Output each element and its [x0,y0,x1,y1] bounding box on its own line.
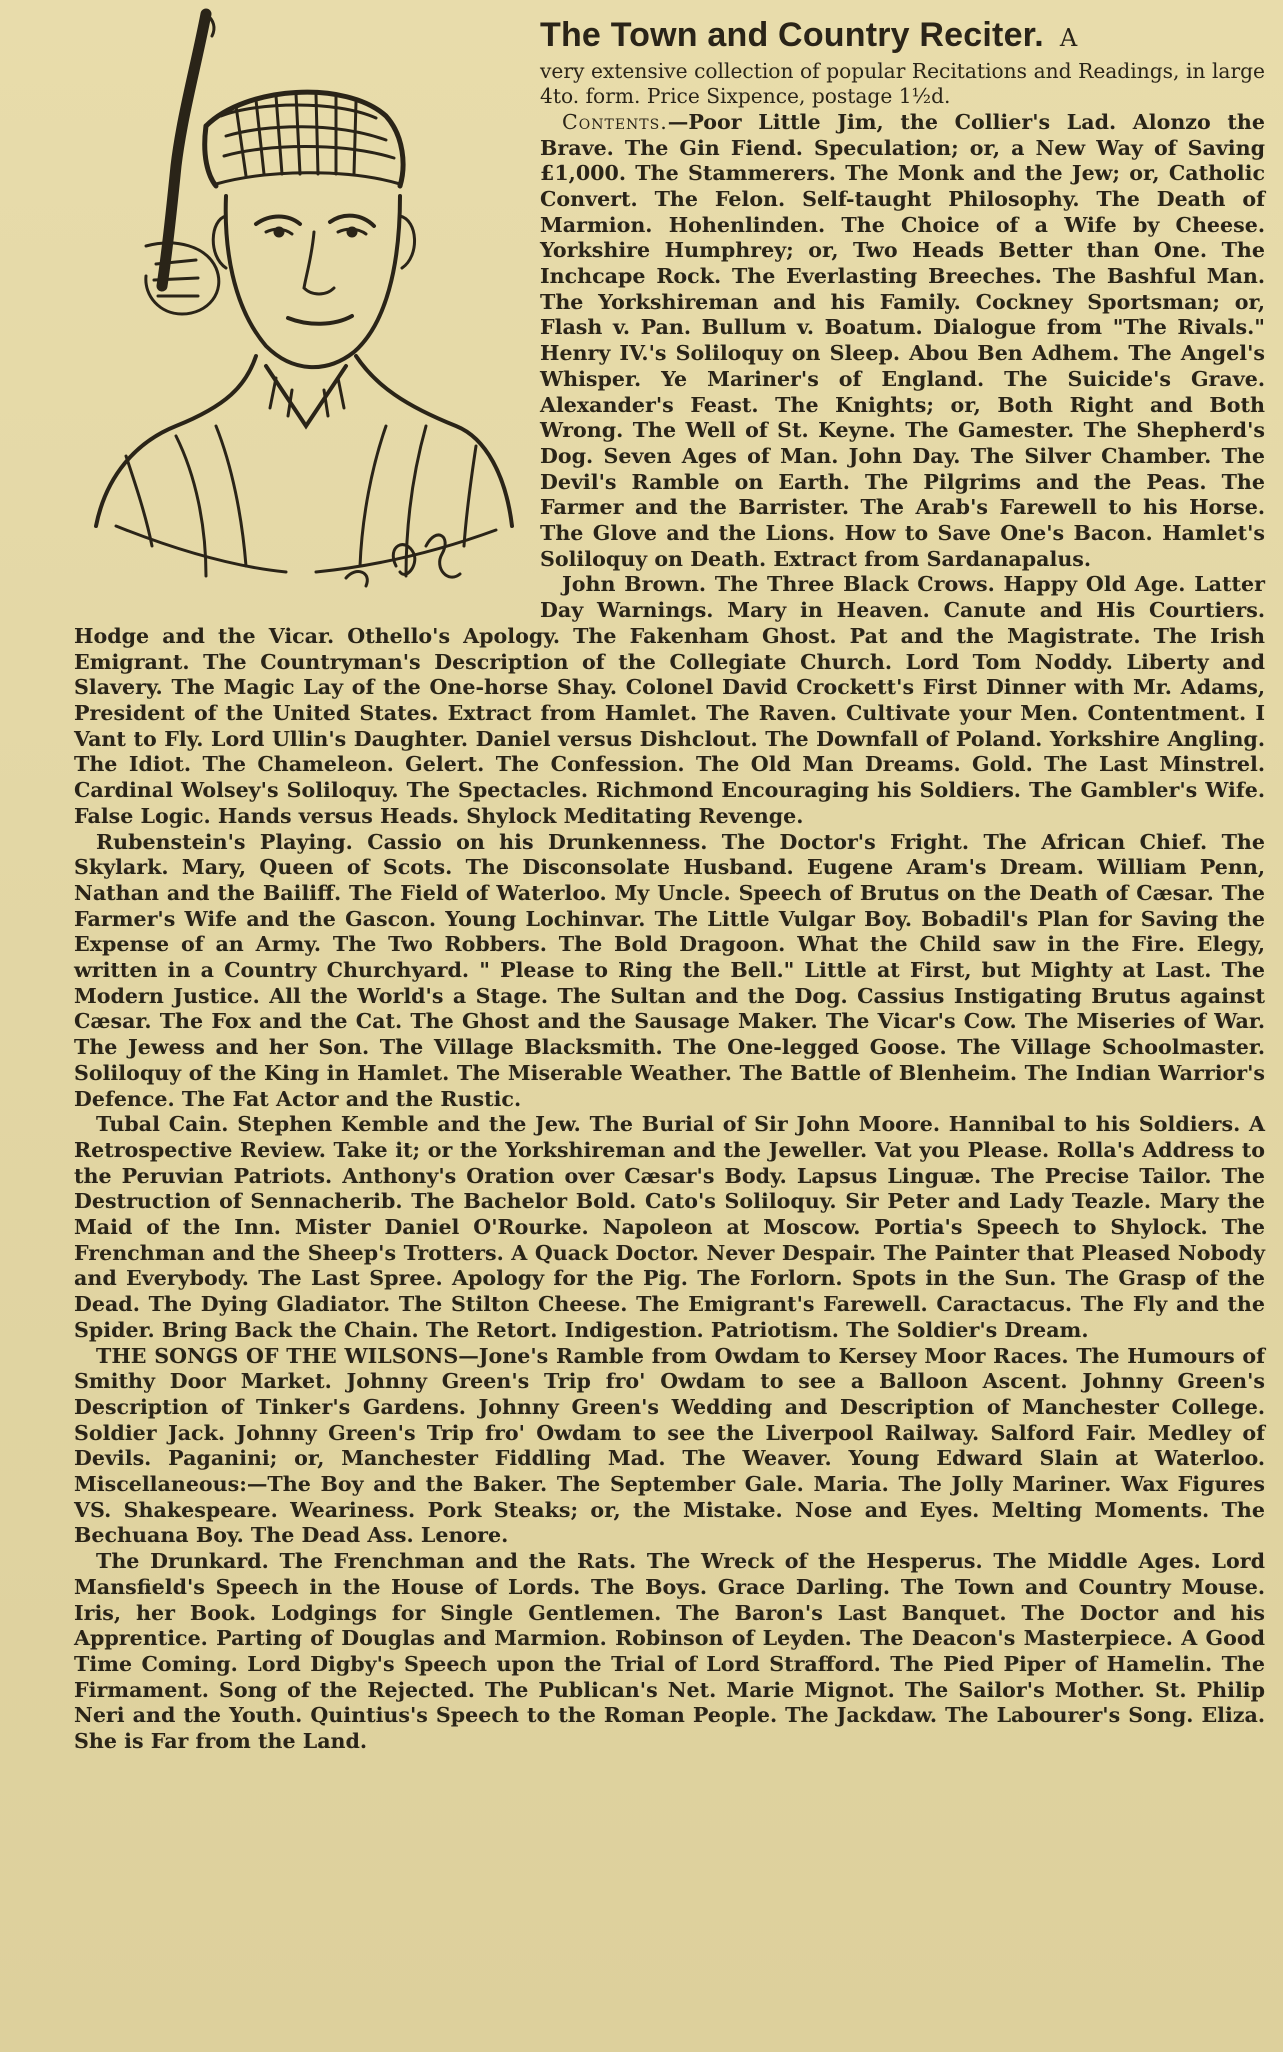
contents-paragraph-5: THE SONGS OF THE WILSONS—Jone's Ramble from Owdam to Kersey Moor Races. The Humours of Smithy Door Market. Johnny Green's Trip fro' Owdam to see a Balloon Ascent. Johnny Green's Description of Tinker's Gardens. Johnny Green's Wedding and Description of Manchester College. Soldier Jack. Johnny Green's Trip fro' Owdam to see the Liverpool Railway. Salford Fair. Medley of Devils. Paganini; or, Manchester Fiddling Mad. The Weaver. Young Edward Slain at Waterloo. Miscellaneous:—The Boy and the Baker. The September Gale. Maria. The Jolly Mariner. Wax Figures VS. Shakespeare. Weariness. Pork Steaks; or, the Mistake. Nose and Eyes. Melting Moments. The Bechuana Boy. The Dead Ass. Lenore. [74,1343,1265,1548]
page-title: The Town and Country Reciter. [540,16,1044,54]
contents-paragraph-3: Rubenstein's Playing. Cassio on his Drunkenness. The Doctor's Fright. The African Chief. The Skylark. Mary, Queen of Scots. The Disconsolate Husband. Eugene Aram's Dream. William Penn, Nathan and the Bailiff. The Field of Waterloo. My Uncle. Speech of Brutus on the Death of Cæsar. The Farmer's Wife and the Gascon. Young Lochinvar. The Little Vulgar Boy. Bobadil's Plan for Saving the Expense of an Army. The Two Robbers. The Bold Dragoon. What the Child saw in the Fire. Elegy, written in a Country Churchyard. " Please to Ring the Bell." Little at First, but Mighty at Last. The Modern Justice. All the World's a Stage. The Sultan and the Dog. Cassius Instigating Brutus against Cæsar. The Fox and the Cat. The Ghost and the Sausage Maker. The Vicar's Cow. The Miseries of War. The Jewess and her Son. The Village Blacksmith. The One-legged Goose. The Village Schoolmaster. Soliloquy of the King in Hamlet. The Miserable Weather. The Battle of Blenheim. The Indian Warrior's Defence. The Fat Actor and the Rustic. [74,829,1265,1111]
intro-lead-in: A [1059,24,1078,52]
portrait-engraving [56,6,522,611]
contents-paragraph-2: John Brown. The Three Black Crows. Happy Old Age. Latter Day Warnings. Mary in Heaven. Canute and His Courtiers. Hodge and the Vicar. Othello's Apology. The Fakenham Ghost. Pat and the Magistrate. The Irish Emigrant. The Countryman's Description of the Collegiate Church. Lord Tom Noddy. Liberty and Slavery. The Magic Lay of the One-horse Shay. Colonel David Crockett's First Dinner with Mr. Adams, President of the United States. Extract from Hamlet. The Raven. Cultivate your Men. Contentment. I Vant to Fly. Lord Ullin's Daughter. Daniel versus Dishclout. The Downfall of Poland. Yorkshire Angling. The Idiot. The Chameleon. Gelert. The Confession. The Old Man Dreams. Gold. The Last Minstrel. Cardinal Wolsey's Soliloquy. The Spectacles. Richmond Encouraging his Soldiers. The Gambler's Wife. False Logic. Hands versus Heads. Shylock Meditating Revenge. [74,572,1265,828]
contents-paragraph-6: The Drunkard. The Frenchman and the Rats. The Wreck of the Hesperus. The Middle Ages. Lord Mansfield's Speech in the House of Lords. The Boys. Grace Darling. The Town and Country Mouse. Iris, her Book. Lodgings for Single Gentlemen. The Baron's Last Banquet. The Doctor and his Apprentice. Parting of Douglas and Marmion. Robinson of Leyden. The Deacon's Masterpiece. A Good Time Coming. Lord Digby's Speech upon the Trial of Lord Strafford. The Pied Piper of Hamelin. The Firmament. Song of the Rejected. The Publican's Net. Marie Mignot. The Sailor's Mother. St. Philip Neri and the Youth. Quintius's Speech to the Roman People. The Jackdaw. The Labourer's Song. Eliza. She is Far from the Land. [74,1549,1265,1754]
contents-list-1: —Poor Little Jim, the Collier's Lad. Alonzo the Brave. The Gin Fiend. Speculation; or, a New Way of Saving £1,000. The Stammerers. The Monk and the Jew; or, Catholic Convert. The Felon. Self-taught Philosophy. The Death of Marmion. Hohenlinden. The Choice of a Wife by Cheese. Yorkshire Humphrey; or, Two Heads Better than One. The Inchcape Rock. The Everlasting Breeches. The Bashful Man. The Yorkshireman and his Family. Cockney Sportsman; or, Flash v. Pan. Bullum v. Boatum. Dialogue from "The Rivals." Henry IV.'s Soliloquy on Sleep. Abou Ben Adhem. The Angel's Whisper. Ye Mariner's of England. The Suicide's Grave. Alexander's Feast. The Knights; or, Both Right and Both Wrong. The Well of St. Keyne. The Gamester. The Shepherd's Dog. Seven Ages of Man. John Day. The Silver Chamber. The Devil's Ramble on Earth. The Pilgrims and the Peas. The Farmer and the Barrister. The Arab's Farewell to his Horse. The Glove and the Lions. How to Save One's Bacon. Hamlet's Soliloquy on Death. Extract from Sardanapalus. [540,109,1265,571]
contents-paragraph-4: Tubal Cain. Stephen Kemble and the Jew. The Burial of Sir John Moore. Hannibal to his Soldiers. A Retrospective Review. Take it; or the Yorkshireman and the Jeweller. Vat you Please. Rolla's Address to the Peruvian Patriots. Anthony's Oration over Cæsar's Body. Lapsus Linguæ. The Precise Tailor. The Destruction of Sennacherib. The Bachelor Bold. Cato's Soliloquy. Sir Peter and Lady Teazle. Mary the Maid of the Inn. Mister Daniel O'Rourke. Napoleon at Moscow. Portia's Speech to Shylock. The Frenchman and the Sheep's Trotters. A Quack Doctor. Never Despair. The Painter that Pleased Nobody and Everybody. The Last Spree. Apology for the Pig. The Forlorn. Spots in the Sun. The Grasp of the Dead. The Dying Gladiator. The Stilton Cheese. The Emigrant's Farewell. Caractacus. The Fly and the Spider. Bring Back the Chain. The Retort. Indigestion. Patriotism. The Soldier's Dream. [74,1112,1265,1342]
intro-text: very extensive collection of popular Recitations and Readings, in large 4to. form. Price Sixpence, postage 1½d. [540,59,1265,109]
contents-heading: Contents. [562,109,668,134]
